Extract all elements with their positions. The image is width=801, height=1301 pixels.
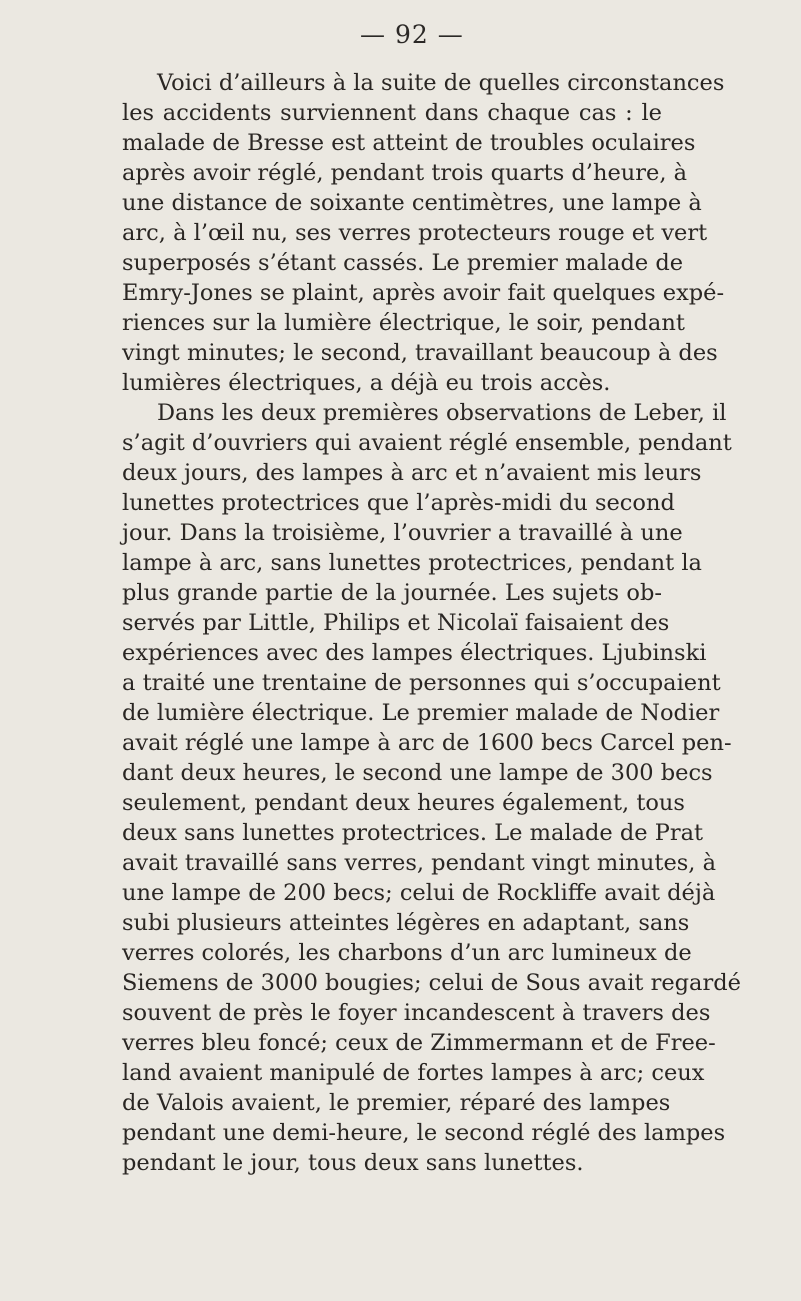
text-line: Dans les deux premières observations de Leber, il <box>157 400 727 426</box>
text-line: pendant le jour, tous deux sans lunettes. <box>122 1150 584 1176</box>
text-line: land avaient manipulé de fortes lampes à arc; ceux <box>122 1060 705 1086</box>
text-line: une lampe de 200 becs; celui de Rockliffe avait déjà <box>122 880 716 906</box>
text-line: vingt minutes; le second, travaillant beaucoup à des <box>122 340 718 366</box>
text-line: seulement, pendant deux heures également, tous <box>122 790 685 816</box>
text-line: de Valois avaient, le premier, réparé des lampes <box>122 1090 671 1116</box>
text-line: malade de Bresse est atteint de troubles oculaires <box>122 130 696 156</box>
text-line: avait travaillé sans verres, pendant vingt minutes, à <box>122 850 717 876</box>
text-line: jour. Dans la troisième, l’ouvrier a travaillé à une <box>122 520 683 546</box>
text-line: riences sur la lumière électrique, le soir, pendant <box>122 310 685 336</box>
text-line: avait réglé une lampe à arc de 1600 becs Carcel pen- <box>122 730 732 756</box>
text-line: souvent de près le foyer incandescent à travers des <box>122 1000 711 1026</box>
text-line: Siemens de 3000 bougies; celui de Sous avait regardé <box>122 970 741 996</box>
text-line: plus grande partie de la journée. Les sujets ob- <box>122 580 662 606</box>
text-line: Voici d’ailleurs à la suite de quelles circonstances <box>157 70 725 96</box>
text-line: une distance de soixante centimètres, une lampe à <box>122 190 702 216</box>
text-line: Emry-Jones se plaint, après avoir fait quelques expé- <box>122 280 725 306</box>
text-line: deux sans lunettes protectrices. Le malade de Prat <box>122 820 704 846</box>
text-line: expériences avec des lampes électriques. Ljubinski <box>122 640 707 666</box>
text-line: lunettes protectrices que l’après-midi du second <box>122 490 675 516</box>
text-line: subi plusieurs atteintes légères en adaptant, sans <box>122 910 690 936</box>
text-line: de lumière électrique. Le premier malade de Nodier <box>122 700 720 726</box>
page-number: — 92 — <box>360 20 464 49</box>
text-line: pendant une demi-heure, le second réglé des lampes <box>122 1120 726 1146</box>
text-line: lumières électriques, a déjà eu trois accès. <box>122 370 611 396</box>
text-line: verres colorés, les charbons d’un arc lumineux de <box>122 940 692 966</box>
text-line: a traité une trentaine de personnes qui s’occupaient <box>122 670 721 696</box>
text-line: lampe à arc, sans lunettes protectrices, pendant la <box>122 550 702 576</box>
text-line: arc, à l’œil nu, ses verres protecteurs rouge et vert <box>122 220 708 246</box>
text-line: verres bleu foncé; ceux de Zimmermann et de Free- <box>122 1030 716 1056</box>
text-line: deux jours, des lampes à arc et n’avaient mis leurs <box>122 460 702 486</box>
text-line: les accidents surviennent dans chaque cas : le <box>122 100 662 126</box>
text-line: s’agit d’ouvriers qui avaient réglé ensemble, pendant <box>122 430 732 456</box>
text-line: dant deux heures, le second une lampe de 300 becs <box>122 760 713 786</box>
text-line: servés par Little, Philips et Nicolaï faisaient des <box>122 610 670 636</box>
text-line: après avoir réglé, pendant trois quarts d’heure, à <box>122 160 688 186</box>
text-line: superposés s’étant cassés. Le premier malade de <box>122 250 684 276</box>
